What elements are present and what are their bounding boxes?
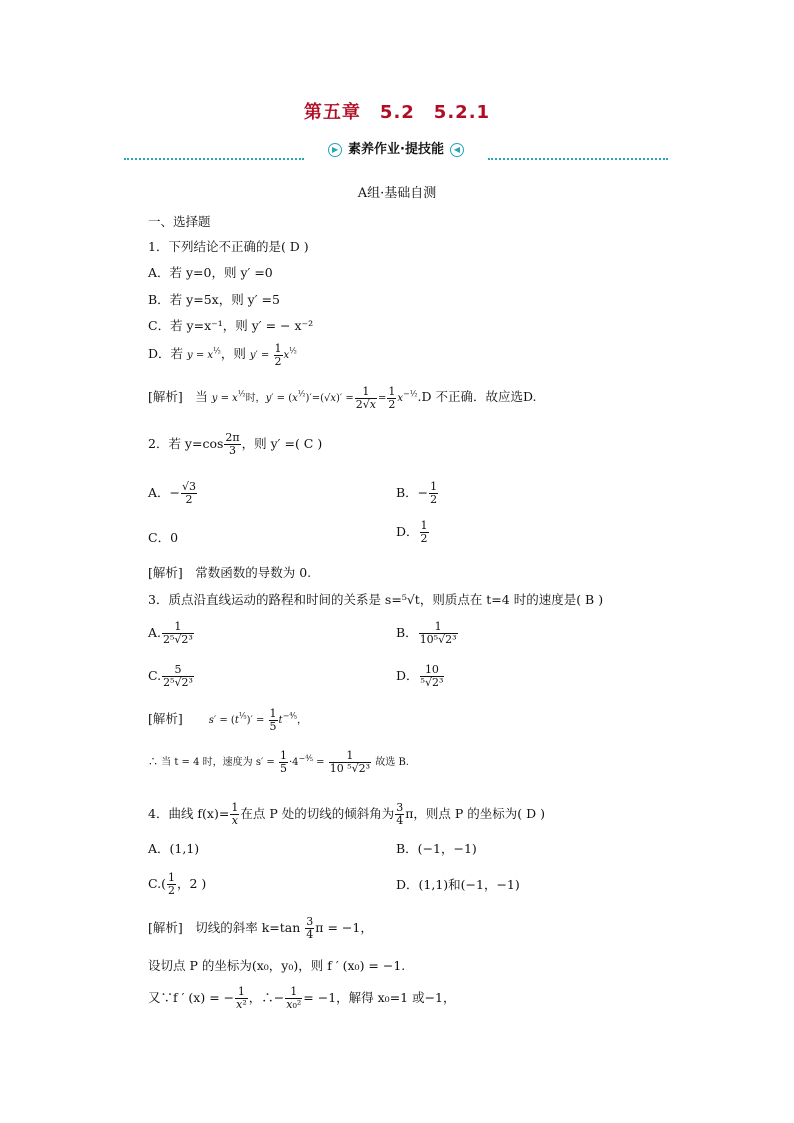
q3-d-label: D． bbox=[396, 668, 419, 684]
q2-stem bbox=[148, 432, 322, 457]
q1-analysis-suffix: .D 不正确．故应选D. bbox=[417, 389, 537, 405]
q1-analysis-prefix: [解析] 当 bbox=[148, 389, 208, 405]
q3-analysis-label: [解析] bbox=[148, 711, 183, 727]
q4-analysis-3: 又∵f ′ (x) = − $\frac{1}{\text{x²}}$ ，∴− $\frac{1}{\text{x₀²}}$ = −1，解得 x₀=1 或−1， bbox=[148, 985, 456, 1012]
q2-option-a: A．− $\frac{√3}{2}$ bbox=[148, 480, 197, 507]
q1-d-formula1: $y = x^{\frac{1}{2}}$ bbox=[187, 346, 221, 362]
q2-option-d: D． $\frac{1}{2}$ bbox=[396, 519, 428, 546]
q3-analysis2-prefix: ∴ 当 t = 4 时，速度为 s′ = bbox=[148, 757, 275, 769]
q2-stem-suffix: ，则 y′ =( C ) bbox=[241, 436, 323, 452]
page-title: 第五章 5.2 5.2.1 bbox=[303, 102, 491, 123]
q4-option-b: B．(−1，−1) bbox=[396, 841, 477, 856]
q3-a-label: A. bbox=[148, 625, 162, 641]
q2-option-c: C．0 bbox=[148, 530, 179, 545]
q4-stem: 4．曲线 f(x)= $\frac{1}{x}$ 在点 P 处的切线的倾斜角为 $\frac{3}{4}$ π，则点 P 的坐标为( D ) bbox=[148, 801, 546, 828]
banner-label: 素养作业·提技能 bbox=[348, 142, 444, 157]
q4-option-a: A．(1,1) bbox=[148, 841, 200, 856]
q4-analysis3-suffix: = −1，解得 x₀=1 或−1， bbox=[303, 990, 456, 1006]
q3-b-label: B． bbox=[396, 625, 418, 641]
section-heading: 一、选择题 bbox=[148, 214, 211, 229]
banner-center bbox=[308, 138, 484, 160]
q3-analysis-2: ∴ 当 t = 4 时，速度为 s′ = $\frac{1}{5}$ $\cdot 4^{-\frac{4}{5}}$ = $\frac{1}{\text{10 ⁵√2³}}$ 故选 B. bbox=[148, 749, 409, 776]
section-subtitle: A组·基础自测 bbox=[357, 186, 437, 201]
play-left-icon: ◀ bbox=[450, 143, 464, 157]
q2-fraction: $\frac{2\pi}{3}$ bbox=[225, 431, 240, 458]
q4-stem-mid: 在点 P 处的切线的倾斜角为 bbox=[240, 806, 395, 822]
q3-c-label: C. bbox=[148, 668, 162, 684]
q4-analysis1-prefix: [解析] 切线的斜率 k=tan bbox=[148, 920, 301, 936]
q4-analysis3-prefix: 又∵f ′ (x) = − bbox=[148, 990, 235, 1006]
q2-d-label: D． bbox=[396, 524, 419, 540]
q2-a-label: A．− bbox=[148, 485, 181, 501]
banner bbox=[124, 138, 668, 162]
q3-analysis-1 bbox=[148, 708, 307, 733]
q1-stem: 1．下列结论不正确的是( D ) bbox=[148, 239, 309, 254]
q4-analysis-1: [解析] 切线的斜率 k=tan $\frac{3}{4}$ π = −1， bbox=[148, 915, 373, 942]
q3-option-c: C. $\frac{5}{\text{2⁵√2³}}$ bbox=[148, 663, 193, 690]
q3-analysis2-suffix: 故选 B. bbox=[375, 757, 409, 769]
q2-option-b: B．− $\frac{1}{2}$ bbox=[396, 480, 438, 507]
q1-option-c: C．若 y=x⁻¹，则 y′ = − x⁻² bbox=[148, 318, 314, 333]
q3-stem: 3．质点沿直线运动的路程和时间的关系是 s=⁵√t，则质点在 t=4 时的速度是( B ) bbox=[148, 592, 604, 607]
q2-b-label: B．− bbox=[396, 485, 429, 501]
q4-c-label: C. bbox=[148, 876, 162, 892]
q1-d-mid: ，则 bbox=[220, 346, 246, 362]
q4-stem-prefix: 4．曲线 f(x)= bbox=[148, 806, 230, 822]
q2-stem-prefix: 2．若 y=cos bbox=[148, 436, 224, 452]
q4-option-c: C.( $\frac{1}{2}$ ，2 ) bbox=[148, 871, 207, 898]
banner-divider-left bbox=[124, 158, 304, 160]
q1-option-a: A．若 y=0，则 y′ =0 bbox=[148, 265, 273, 280]
banner-divider-right bbox=[488, 158, 668, 160]
q3-analysis-formula: $s' = (t^{\frac{1}{5}})'$ = $\frac{1}{5}$ $t^{-\frac{4}{5}}$， bbox=[208, 707, 308, 734]
q4-option-d: D．(1,1)和(−1，−1) bbox=[396, 877, 520, 892]
q3-option-d: D． $\frac{10}{\text{⁵√2³}}$ bbox=[396, 663, 444, 690]
q2-analysis: [解析] 常数函数的导数为 0. bbox=[148, 565, 312, 580]
q4-analysis-2: 设切点 P 的坐标为(x₀，y₀)，则 f ′ (x₀) = −1. bbox=[148, 958, 406, 973]
play-right-icon: ▶ bbox=[328, 143, 342, 157]
q1-d-formula2: y′ = $\frac{1}{2}$ $x^{\frac{1}{2}}$ bbox=[249, 342, 297, 369]
q4-analysis3-mid: ，∴− bbox=[248, 990, 285, 1006]
q1-option-d bbox=[148, 343, 297, 368]
q4-stem-suffix: ，则点 P 的坐标为( D ) bbox=[413, 806, 546, 822]
q1-analysis bbox=[148, 386, 537, 411]
q3-option-b: B． $\frac{1}{\text{10⁵√2³}}$ bbox=[396, 620, 457, 647]
q4-analysis1-suffix: π = −1， bbox=[315, 920, 373, 936]
q1-analysis-formula: $y = x^{\frac{1}{2}}$时，$y' = (x^{\frac{1}{2}})'=(√x)'$ = $\frac{1}{2√x}$ = $\frac{1}{2}$ $x^{-\frac{1}{2}}$ bbox=[211, 385, 418, 412]
q1-d-prefix: D．若 bbox=[148, 346, 184, 362]
q3-option-a: A. $\frac{1}{\text{2⁵√2³}}$ bbox=[148, 620, 193, 647]
q1-option-b: B．若 y=5x，则 y′ =5 bbox=[148, 292, 280, 307]
